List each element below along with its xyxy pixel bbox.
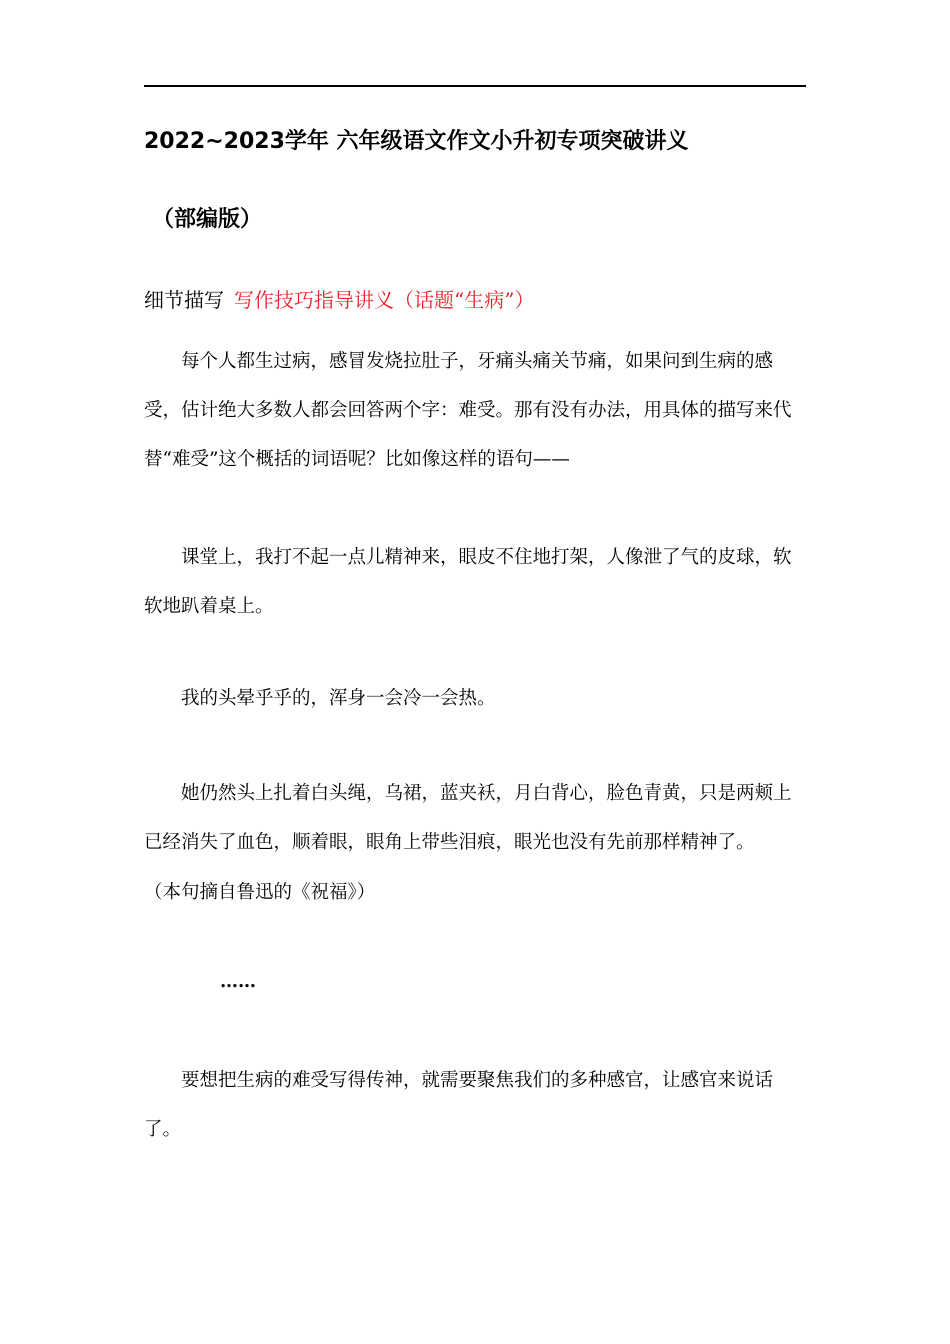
conclusion-paragraph: 要想把生病的难受写得传神，就需要聚焦我们的多种感官，让感官来说话了。	[144, 1070, 774, 1140]
ellipsis: ……	[220, 971, 256, 992]
example-paragraph-1: 课堂上，我打不起一点儿精神来，眼皮不住地打架，人像泄了气的皮球，软软地趴着桌上。	[144, 547, 792, 617]
section-heading-label: 细节描写	[144, 288, 224, 312]
example-paragraph-3: 她仍然头上扎着白头绳，乌裙，蓝夹袄，月白背心，脸色青黄，只是两颊上已经消失了血色，顺着眼，眼角上带些泪痕，眼光也没有先前那样精神了。	[144, 783, 792, 853]
intro-paragraph: 每个人都生过病，感冒发烧拉肚子，牙痛头痛关节痛，如果问到生病的感受，估计绝大多数人都会回答两个字：难受。那有没有办法，用具体的描写来代替“难受”这个概括的词语呢？比如像这样的语句——	[144, 351, 792, 470]
source-note: （本句摘自鲁迅的《祝福》）	[144, 882, 376, 903]
document-title: 2022~2023学年 六年级语文作文小升初专项突破讲义	[144, 129, 689, 154]
header-divider	[144, 85, 806, 87]
edition-label: （部编版）	[152, 207, 263, 232]
example-paragraph-2: 我的头晕乎乎的，浑身一会冷一会热。	[181, 688, 496, 709]
section-heading	[144, 284, 534, 316]
section-heading-topic: 写作技巧指导讲义（话题“生病”）	[234, 288, 535, 312]
